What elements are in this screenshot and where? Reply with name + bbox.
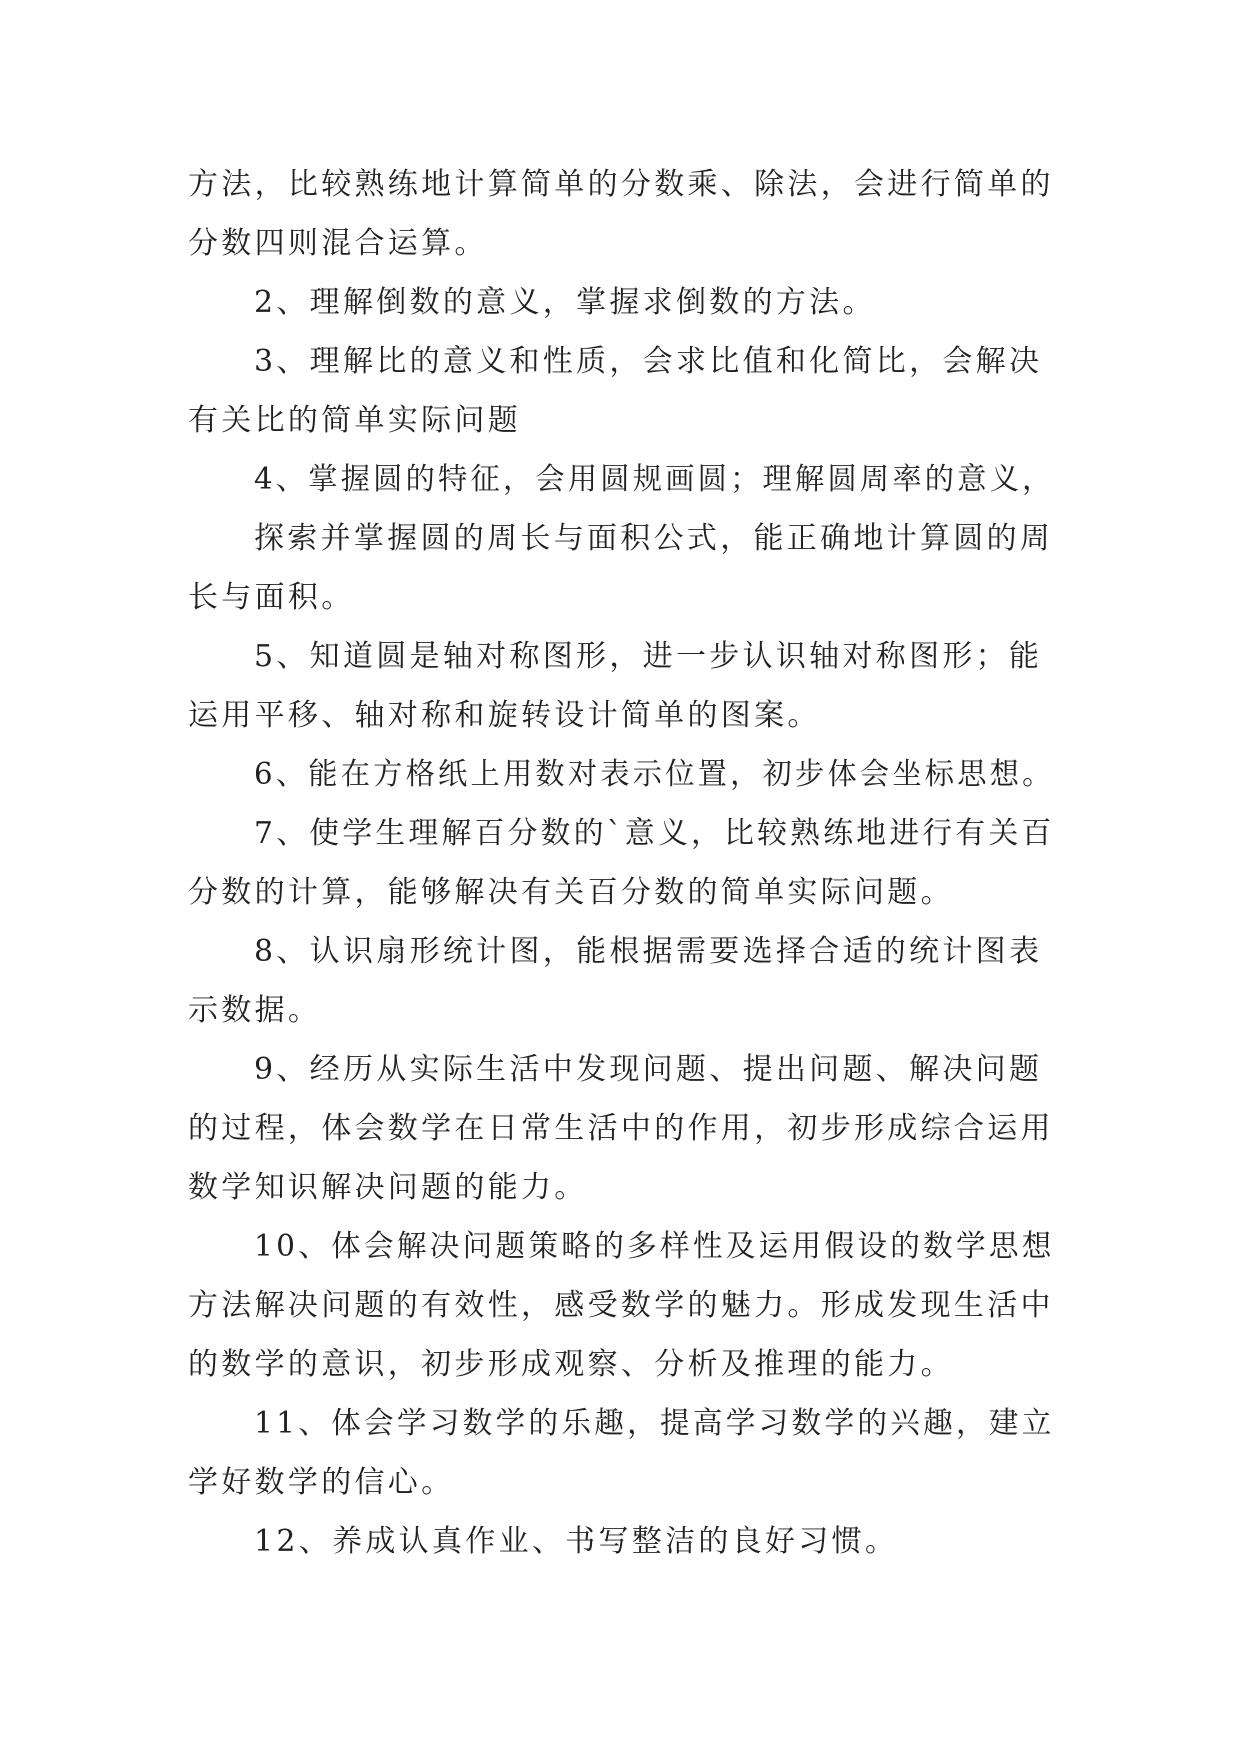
text-line: 11、体会学习数学的乐趣，提高学习数学的兴趣，建立: [254, 1406, 1055, 1441]
text-line: 探索并掌握圆的周长与面积公式，能正确地计算圆的周: [254, 521, 1054, 556]
text-line: 数学知识解决问题的能力。: [188, 1170, 588, 1205]
text-line: 分数的计算，能够解决有关百分数的简单实际问题。: [188, 875, 954, 910]
text-line: 6、能在方格纸上用数对表示位置，初步体会坐标思想。: [254, 757, 1055, 792]
text-line: 9、经历从实际生活中发现问题、提出问题、解决问题: [254, 1052, 1043, 1087]
text-line: 示数据。: [188, 993, 322, 1028]
text-line: 的数学的意识，初步形成观察、分析及推理的能力。: [188, 1347, 954, 1382]
text-line: 方法，比较熟练地计算简单的分数乘、除法，会进行简单的: [188, 167, 1054, 202]
text-line: 10、体会解决问题策略的多样性及运用假设的数学思想: [254, 1229, 1055, 1264]
text-line: 7、使学生理解百分数的`意义，比较熟练地进行有关百: [254, 816, 1055, 851]
text-line: 2、理解倒数的意义，掌握求倒数的方法。: [254, 285, 876, 320]
text-line: 学好数学的信心。: [188, 1465, 455, 1500]
text-line: 4、掌握圆的特征，会用圆规画圆；理解圆周率的意义，: [254, 462, 1055, 497]
text-line: 5、知道圆是轴对称图形，进一步认识轴对称图形；能: [254, 639, 1043, 674]
text-line: 12、养成认真作业、书写整洁的良好习惯。: [254, 1524, 899, 1559]
text-line: 3、理解比的意义和性质，会求比值和化简比，会解决: [254, 344, 1043, 379]
text-line: 有关比的简单实际问题: [188, 403, 521, 438]
text-line: 运用平移、轴对称和旋转设计简单的图案。: [188, 698, 821, 733]
text-line: 的过程，体会数学在日常生活中的作用，初步形成综合运用: [188, 1111, 1054, 1146]
text-line: 分数四则混合运算。: [188, 226, 488, 261]
text-line: 长与面积。: [188, 580, 355, 615]
text-line: 方法解决问题的有效性，感受数学的魅力。形成发现生活中: [188, 1288, 1054, 1323]
text-line: 8、认识扇形统计图，能根据需要选择合适的统计图表: [254, 934, 1043, 969]
